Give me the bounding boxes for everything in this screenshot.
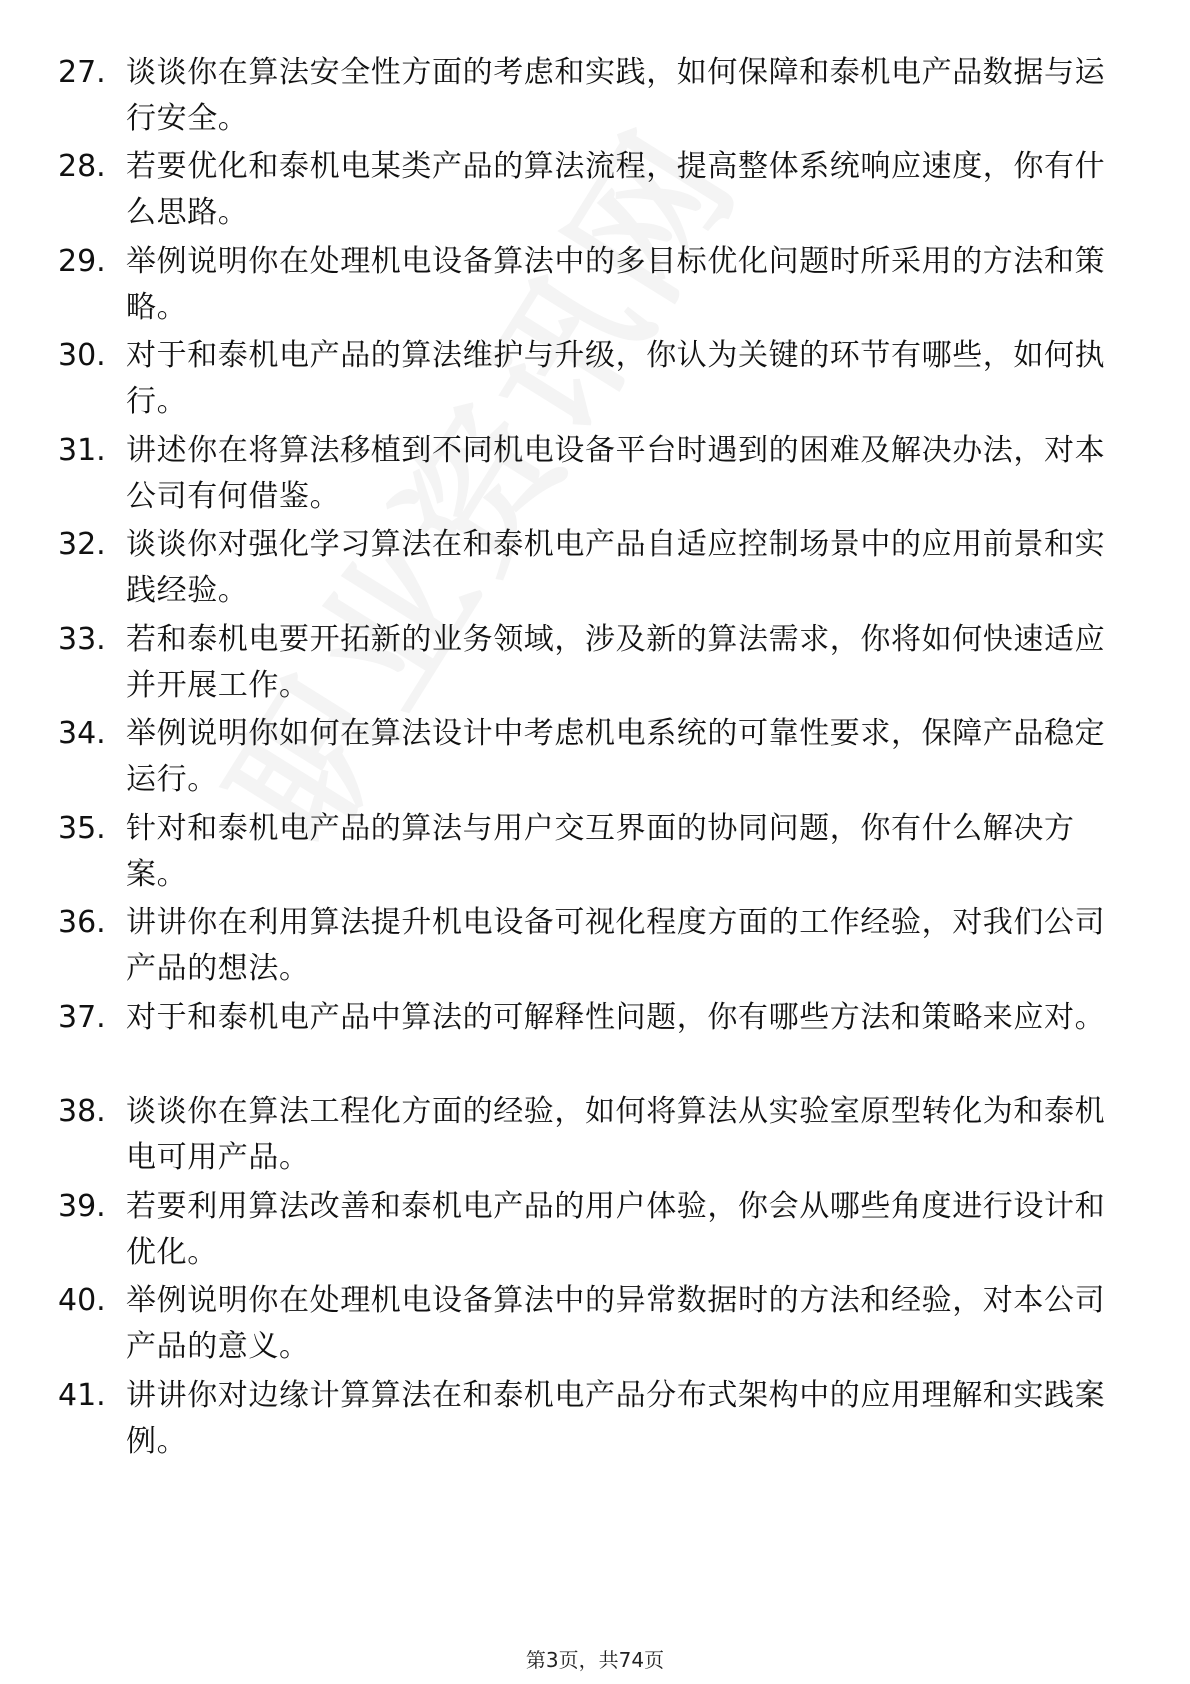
question-text: 若和泰机电要开拓新的业务领域，涉及新的算法需求，你将如何快速适应并开展工作。 (126, 622, 1106, 703)
question-item (58, 1184, 1138, 1274)
question-text: 举例说明你如何在算法设计中考虑机电系统的可靠性要求，保障产品稳定运行。 (126, 716, 1106, 797)
question-text: 对于和泰机电产品的算法维护与升级，你认为关键的环节有哪些，如何执行。 (126, 338, 1106, 419)
question-text: 若要优化和泰机电某类产品的算法流程，提高整体系统响应速度，你有什么思路。 (126, 149, 1106, 230)
question-item (58, 333, 1138, 423)
question-number: 34. (58, 716, 106, 751)
question-text: 谈谈你对强化学习算法在和泰机电产品自适应控制场景中的应用前景和实践经验。 (126, 527, 1106, 608)
question-item (58, 239, 1138, 329)
question-number: 28. (58, 149, 106, 184)
question-number: 37. (58, 1000, 106, 1035)
question-number: 36. (58, 905, 106, 940)
question-item (58, 1373, 1138, 1463)
question-text: 举例说明你在处理机电设备算法中的多目标优化问题时所采用的方法和策略。 (126, 244, 1106, 325)
question-text: 讲讲你在利用算法提升机电设备可视化程度方面的工作经验，对我们公司产品的想法。 (126, 905, 1106, 986)
question-item (58, 50, 1138, 140)
question-text: 谈谈你在算法安全性方面的考虑和实践，如何保障和泰机电产品数据与运行安全。 (126, 55, 1106, 136)
question-item (58, 144, 1138, 234)
question-text: 谈谈你在算法工程化方面的经验，如何将算法从实验室原型转化为和泰机电可用产品。 (126, 1094, 1106, 1175)
question-item (58, 995, 1138, 1085)
question-number: 30. (58, 338, 106, 373)
question-number: 41. (58, 1378, 106, 1413)
question-item (58, 1089, 1138, 1179)
question-item (58, 711, 1138, 801)
question-number: 32. (58, 527, 106, 562)
page-footer: 第3页，共74页 (525, 1648, 665, 1672)
question-number: 27. (58, 55, 106, 90)
question-text: 讲讲你对边缘计算算法在和泰机电产品分布式架构中的应用理解和实践案例。 (126, 1378, 1106, 1459)
question-item (58, 900, 1138, 990)
question-item (58, 428, 1138, 518)
question-text: 讲述你在将算法移植到不同机电设备平台时遇到的困难及解决办法，对本公司有何借鉴。 (126, 433, 1106, 514)
question-number: 39. (58, 1189, 106, 1224)
question-text: 举例说明你在处理机电设备算法中的异常数据时的方法和经验，对本公司产品的意义。 (126, 1283, 1106, 1364)
question-item (58, 1278, 1138, 1368)
question-number: 38. (58, 1094, 106, 1129)
question-item (58, 617, 1138, 707)
question-number: 31. (58, 433, 106, 468)
question-number: 29. (58, 244, 106, 279)
question-number: 40. (58, 1283, 106, 1318)
question-number: 33. (58, 622, 106, 657)
question-text: 对于和泰机电产品中算法的可解释性问题，你有哪些方法和策略来应对。 (126, 1000, 1106, 1035)
question-text: 针对和泰机电产品的算法与用户交互界面的协同问题，你有什么解决方案。 (126, 811, 1075, 892)
question-text: 若要利用算法改善和泰机电产品的用户体验，你会从哪些角度进行设计和优化。 (126, 1189, 1106, 1270)
question-item (58, 806, 1138, 896)
question-item (58, 522, 1138, 612)
question-number: 35. (58, 811, 106, 846)
